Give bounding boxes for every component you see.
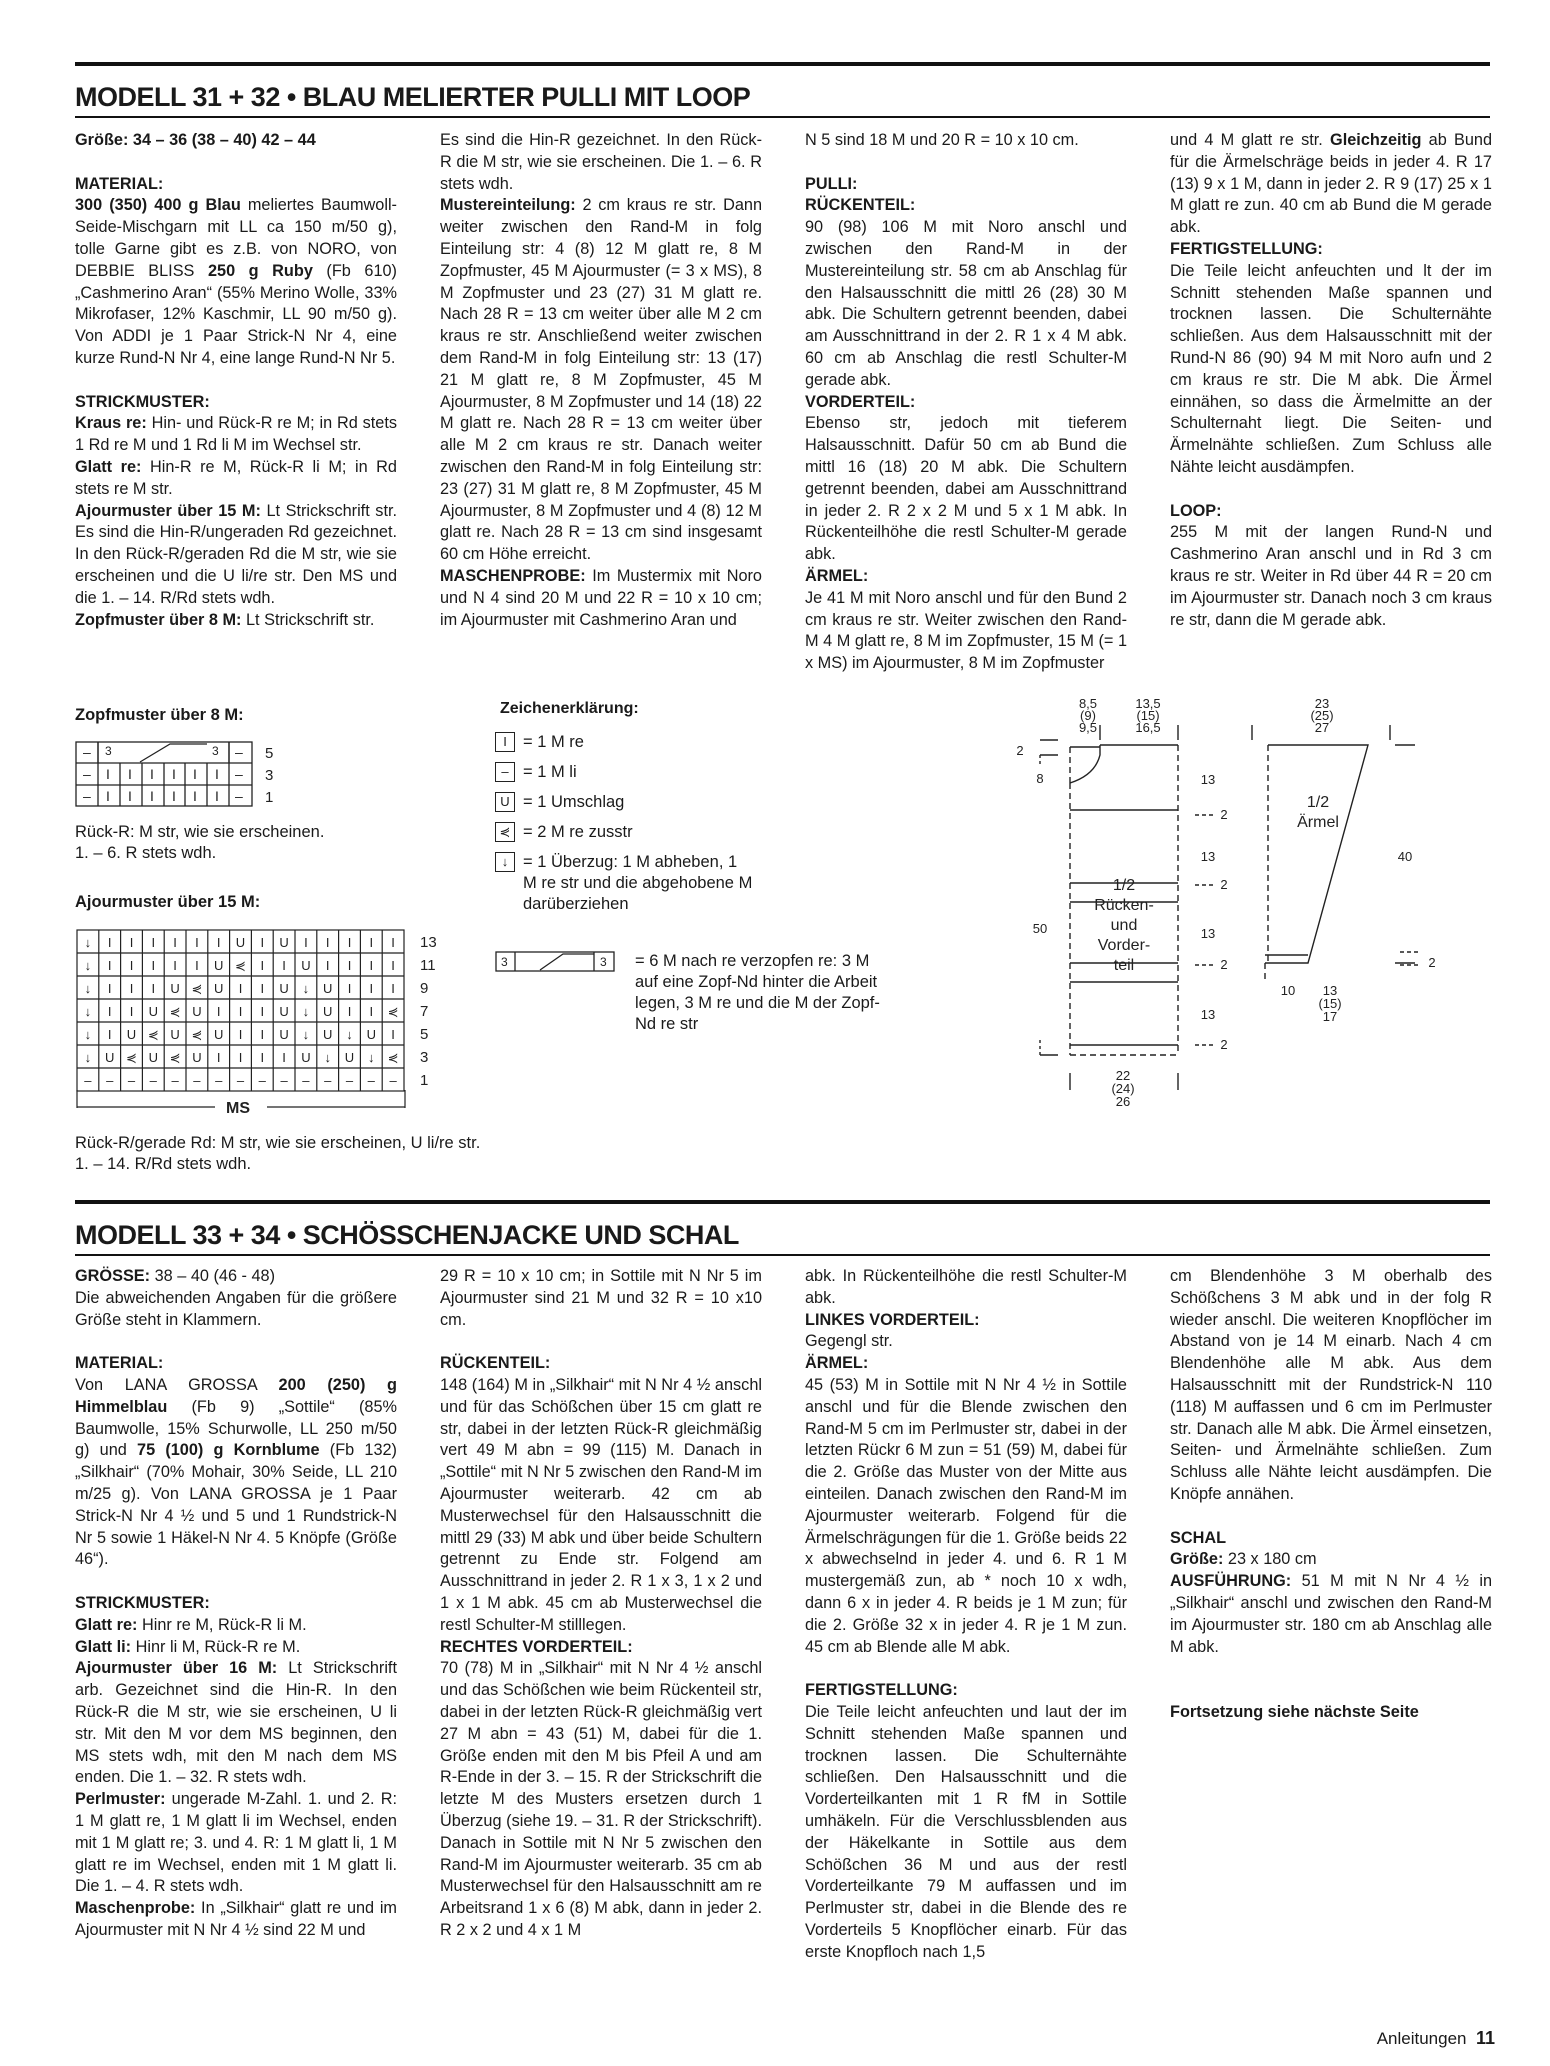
footer-label: Anleitungen — [1376, 2029, 1467, 2048]
ajour-cell: I — [107, 981, 112, 996]
ajour-cell: I — [195, 935, 199, 950]
ajour-cell: I — [216, 935, 221, 950]
s1-column-4 — [1170, 130, 1492, 631]
ajour-cell: U — [344, 1050, 355, 1065]
legend-row: U = 1 Umschlag — [495, 792, 624, 813]
ajour-cell: – — [345, 1073, 354, 1088]
svg-text:3: 3 — [212, 744, 219, 758]
svg-text:13: 13 — [1200, 772, 1216, 787]
text-paragraph: Die Teile leicht anfeuchten und laut der im Schnitt stehenden Maße spannen und trocknen lassen. Die Schulternähte schließen. Den Halsausschnitt und die Vorderteilkanten mit 1 R fM in Sottile umhäkeln. Für die Verschlussblenden aus der Häkelkante in Sottile aus dem Schößchen 36 M und aus der restl Vorderteilkante 79 M auffassen und im Perlmuster str, dabei in die Blende des re Vorderteils 5 Knopflöcher einarb. Für das erste Knopfloch nach 1,5 — [805, 1702, 1127, 1961]
ajour-row-label: 5 — [420, 1026, 429, 1043]
svg-text:I: I — [215, 766, 219, 782]
ajour-cell: I — [129, 1004, 134, 1019]
ajour-cell: I — [347, 981, 352, 996]
ajour-cell: I — [173, 958, 177, 973]
svg-text:13: 13 — [1322, 983, 1338, 998]
svg-text:(15): (15) — [1318, 996, 1342, 1011]
ajour-cell: I — [260, 1050, 265, 1065]
svg-text:8,5: 8,5 — [1078, 696, 1098, 711]
svg-text:(24): (24) — [1111, 1081, 1135, 1096]
s2-column-3 — [805, 1266, 1127, 1964]
svg-text:13: 13 — [1200, 1007, 1216, 1022]
text-paragraph: Glatt re: Hin-R re M, Rück-R li M; in Rd stets re M str. — [75, 457, 397, 498]
zopf-row-label: 5 — [265, 745, 274, 762]
ajour-chart-note: Rück-R/gerade Rd: M str, wie sie erscheinen, U li/re str. 1. – 14. R/Rd stets wdh. — [75, 1134, 481, 1173]
ajour-cell: ↓ — [84, 1050, 92, 1065]
svg-text:–: – — [83, 766, 91, 782]
svg-text:13: 13 — [1200, 926, 1216, 941]
ajour-cell: – — [302, 1073, 310, 1088]
text-paragraph: STRICKMUSTER: — [75, 1593, 210, 1612]
ajour-cell: I — [151, 958, 156, 973]
text-paragraph: RÜCKENTEIL: — [440, 1354, 551, 1373]
svg-text:3: 3 — [501, 955, 508, 969]
text-paragraph: Ebenso str, jedoch mit tieferem Halsausschnitt. Dafür 50 cm ab Bund die mittl 16 (18) 20 M abk. Die Schultern getrennt beenden, dabei am Ausschnittrand in jeder 2. R 2 x 2 M und 5 x 1 M abk. In Rückenteilhöhe die restl Schulter-M gerade abk. — [805, 414, 1127, 564]
legend-row: I = 1 M re — [495, 732, 584, 753]
text-paragraph: Die abweichenden Angaben für die größere Größe steht in Klammern. — [75, 1288, 397, 1329]
ajour-cell: – — [149, 1073, 157, 1088]
ajour-cell: ↓ — [84, 935, 92, 950]
text-paragraph: SCHAL — [1170, 1528, 1227, 1547]
ajour-cell: U — [192, 1004, 202, 1019]
text-paragraph: Fortsetzung siehe nächste Seite — [1170, 1702, 1419, 1721]
svg-text:(9): (9) — [1080, 708, 1096, 723]
svg-text:1/2: 1/2 — [1112, 877, 1136, 894]
ajour-row-label: 1 — [420, 1072, 429, 1089]
svg-text:I: I — [172, 766, 176, 782]
svg-text:10: 10 — [1280, 983, 1296, 998]
ajour-cell: U — [279, 1027, 289, 1042]
ajour-cell: – — [84, 1073, 92, 1088]
legend-symbol: U — [495, 792, 515, 812]
svg-text:26: 26 — [1115, 1094, 1131, 1109]
ajour-cell: ⋞ — [191, 981, 203, 996]
ajour-cell: I — [238, 1027, 243, 1042]
text-paragraph: Glatt li: Hinr li M, Rück-R re M. — [75, 1637, 301, 1656]
svg-text:I: I — [172, 788, 176, 804]
ajour-cell: I — [304, 935, 308, 950]
ajour-cell: I — [195, 958, 199, 973]
ajour-cell: ↓ — [346, 1027, 353, 1042]
text-paragraph: RÜCKENTEIL: — [805, 196, 916, 215]
ajour-cell: U — [170, 981, 180, 996]
ajour-cell: ⋞ — [235, 958, 246, 973]
legend-cable-text: = 6 M nach re verzopfen re: 3 M auf eine Zopf-Nd hinter die Arbeit legen, 3 M re und die M der Zopf- Nd re str — [635, 952, 880, 1033]
ajour-cell: I — [107, 1004, 112, 1019]
ajour-cell: ↓ — [302, 1004, 310, 1019]
text-paragraph: GRÖSSE: 38 – 40 (46 - 48) — [75, 1267, 275, 1285]
svg-text:3: 3 — [600, 955, 607, 969]
text-paragraph: ÄRMEL: — [805, 1354, 869, 1373]
ajour-cell: I — [391, 1027, 395, 1042]
text-paragraph: Je 41 M mit Noro anschl und für den Bund 2 cm kraus re str. Weiter zwischen den Rand-M 4 M glatt re, 8 M im Zopfmuster, 15 M (= 1 x MS) im Ajourmuster, 8 M im Zopfmuster — [805, 588, 1127, 673]
text-paragraph: 29 R = 10 x 10 cm; in Sottile mit N Nr 5 im Ajourmuster sind 21 M und 32 R = 10 x10 cm. — [440, 1267, 762, 1329]
svg-text:I: I — [193, 766, 197, 782]
ajour-cell: – — [171, 1073, 179, 1088]
ajour-cell: I — [391, 935, 395, 950]
text-paragraph: LINKES VORDERTEIL: — [805, 1310, 980, 1329]
ajour-cell: ↓ — [84, 958, 92, 973]
svg-text:I: I — [150, 788, 154, 804]
ajour-row-label: 7 — [420, 1003, 429, 1020]
ajour-chart — [75, 925, 455, 1120]
svg-text:I: I — [215, 788, 219, 804]
ajour-row-label: 13 — [420, 934, 437, 951]
ajour-cell: I — [369, 935, 374, 950]
ajour-cell: ↓ — [368, 1050, 375, 1065]
svg-text:I: I — [128, 766, 132, 782]
text-paragraph: LOOP: — [1170, 501, 1222, 520]
zopf-chart-note: Rück-R: M str, wie sie erscheinen. 1. – 6. R stets wdh. — [75, 823, 325, 862]
ajour-cell: U — [323, 981, 333, 996]
ajour-cell: I — [129, 981, 134, 996]
legend-cable — [495, 951, 880, 1033]
svg-text:23: 23 — [1314, 696, 1330, 711]
text-paragraph: FERTIGSTELLUNG: — [805, 1681, 958, 1700]
svg-text:13,5: 13,5 — [1135, 696, 1161, 711]
svg-text:2: 2 — [1016, 743, 1024, 758]
section-title-modell-33-34: MODELL 33 + 34 • SCHÖSSCHENJACKE UND SCHAL — [75, 1200, 1490, 1256]
text-paragraph: N 5 sind 18 M und 20 R = 10 x 10 cm. — [805, 131, 1079, 149]
s1-column-3 — [805, 130, 1127, 675]
ajour-cell: I — [151, 981, 156, 996]
ajour-cell: – — [324, 1073, 332, 1088]
svg-text:2: 2 — [1428, 955, 1436, 970]
ajour-cell: – — [258, 1073, 266, 1088]
ajour-cell: U — [148, 1050, 158, 1065]
ajour-cell: U — [235, 935, 246, 950]
text-paragraph: RECHTES VORDERTEIL: — [440, 1637, 633, 1656]
text-paragraph: Größe: 34 – 36 (38 – 40) 42 – 44 — [75, 131, 316, 149]
ajour-cell: ↓ — [84, 981, 92, 996]
zopf-chart — [75, 740, 305, 812]
ajour-cell: U — [148, 1004, 158, 1019]
zopf-row-label: 1 — [265, 789, 274, 806]
text-paragraph: MATERIAL: — [75, 174, 164, 193]
svg-text:–: – — [83, 788, 91, 804]
ajour-cell: U — [214, 958, 224, 973]
text-paragraph: Ajourmuster über 16 M: Lt Strickschrift arb. Gezeichnet sind die Hin-R. In den Rück-R die M str, wie sie erscheinen, U li str. Mit den M vor dem MS beginnen, den MS stets wdh, mit den M nach dem MS enden. Die 1. – 32. R stets wdh. — [75, 1659, 397, 1787]
text-paragraph: VORDERTEIL: — [805, 392, 916, 411]
svg-text:1/2: 1/2 — [1306, 794, 1330, 811]
zopf-row-label: 3 — [265, 767, 274, 784]
page-number: 11 — [1475, 2028, 1495, 2048]
legend-symbol: – — [495, 762, 515, 782]
ajour-cell: I — [216, 1050, 221, 1065]
s2-column-4 — [1170, 1266, 1492, 1724]
ajour-cell: U — [214, 1027, 224, 1042]
text-paragraph: MATERIAL: — [75, 1354, 164, 1373]
s2-column-1 — [75, 1266, 397, 1942]
svg-text:40: 40 — [1397, 849, 1413, 864]
ajour-row-label: 3 — [420, 1049, 429, 1066]
text-paragraph: Von LANA GROSSA 200 (250) g Himmelblau (Fb 9) „Sottile“ (85% Baumwolle, 15% Schurwolle, LL 250 m/50 g) und 75 (100) g Kornblume (Fb 132) „Silkhair“ (70% Mohair, 30% Seide, LL 210 m/25 g). Von LANA GROSSA je 1 Paar Strick-N Nr 4 ½ und 5 und 1 Rundstrick-N Nr 5 sowie 1 Häkel-N Nr 4. 5 Knöpfe (Größe 46“). — [75, 1375, 397, 1569]
ajour-cell: U — [301, 958, 311, 973]
cable-symbol — [495, 951, 615, 973]
text-paragraph: Mustereinteilung: 2 cm kraus re str. Dann weiter zwischen den Rand-M in folg Einteilung str: 4 (8) 12 M glatt re, 8 M Zopfmuster, 45 M Ajourmuster (= 3 x MS), 8 M Zopfmuster und 23 (27) 31 M glatt re. Nach 28 R = 13 cm weiter über alle M 2 cm kraus re str. Anschließend weiter zwischen dem Rand-M in folg Einteilung str: 13 (17) 21 M glatt re, 8 M Zopfmuster, 45 M Ajourmuster, 8 M Zopfmuster und 14 (18) 22 M glatt re. Nach 28 R = 13 cm weiter über alle M 2 cm kraus re str. Danach weiter zwischen den Rand-M in folg Einteilung str: 23 (27) 31 M glatt re, 8 M Zopfmuster, 45 M Ajourmuster, 8 M Zopfmuster und 4 (8) 12 M glatt re. Nach 28 R = 13 cm sind insgesamt 60 cm Höhe erreicht. — [440, 196, 762, 564]
ajour-cell: – — [215, 1073, 223, 1088]
text-paragraph: Größe: 23 x 180 cm — [1170, 1550, 1317, 1569]
svg-text:I: I — [106, 766, 110, 782]
ajour-cell: ↓ — [84, 1027, 92, 1042]
svg-text:2: 2 — [1220, 1037, 1228, 1052]
s1-column-2 — [440, 130, 762, 631]
svg-text:I: I — [150, 766, 154, 782]
ajour-cell: I — [151, 935, 156, 950]
text-paragraph: ÄRMEL: — [805, 566, 869, 585]
ajour-cell: U — [301, 1050, 311, 1065]
legend-title: Zeichenerklärung: — [500, 700, 639, 717]
svg-text:27: 27 — [1314, 720, 1330, 735]
svg-text:I: I — [128, 788, 132, 804]
s2-column-2 — [440, 1266, 762, 1942]
svg-text:2: 2 — [1220, 957, 1228, 972]
svg-text:–: – — [235, 766, 243, 782]
svg-text:2: 2 — [1220, 877, 1228, 892]
ajour-cell: I — [347, 1004, 352, 1019]
svg-text:(15): (15) — [1136, 708, 1160, 723]
text-paragraph: 255 M mit der langen Rund-N und Cashmerino Aran anschl und in Rd 3 cm kraus re str. Weiter in Rd über 44 R = 20 cm im Ajourmuster str. Danach noch 3 cm kraus re str, dann die M gerade abk. — [1170, 523, 1492, 629]
ajour-cell: I — [129, 935, 134, 950]
ajour-cell: I — [260, 981, 265, 996]
ajour-cell: U — [105, 1050, 115, 1065]
ajour-cell: – — [127, 1073, 136, 1088]
section-title-modell-31-32: MODELL 31 + 32 • BLAU MELIERTER PULLI MIT LOOP — [75, 62, 1490, 118]
text-paragraph: STRICKMUSTER: — [75, 392, 210, 411]
ajour-cell: – — [236, 1073, 245, 1088]
ajour-row-label: 11 — [420, 957, 436, 974]
ajour-cell: I — [129, 958, 134, 973]
svg-text:–: – — [235, 788, 243, 804]
text-paragraph: MASCHENPROBE: Im Mustermix mit Noro und N 4 sind 20 M und 22 R = 10 x 10 cm; im Ajourmuster mit Cashmerino Aran und — [440, 566, 762, 629]
s1-column-1 — [75, 130, 397, 631]
ajour-cell: I — [260, 1027, 265, 1042]
text-paragraph: Gegengl str. — [805, 1332, 893, 1351]
svg-text:Ärmel: Ärmel — [1297, 814, 1339, 831]
text-paragraph: Glatt re: Hinr re M, Rück-R li M. — [75, 1615, 307, 1634]
ajour-ms-label: MS — [226, 1100, 250, 1117]
text-paragraph: abk. In Rückenteilhöhe die restl Schulter-M abk. — [805, 1267, 1127, 1307]
zopf-chart-label: Zopfmuster über 8 M: — [75, 706, 244, 724]
ajour-cell: U — [279, 935, 289, 950]
svg-text:teil: teil — [1113, 957, 1135, 974]
ajour-cell: I — [391, 958, 395, 973]
ajour-cell: U — [170, 1027, 180, 1042]
ajour-cell: I — [107, 958, 112, 973]
ajour-cell: I — [107, 1027, 112, 1042]
legend-row: ↓ = 1 Überzug: 1 M abheben, 1 M re str und die abgehobene M darüberziehen — [495, 852, 752, 915]
svg-text:I: I — [106, 788, 110, 804]
ajour-cell: ↓ — [302, 981, 310, 996]
svg-text:–: – — [235, 744, 243, 760]
ajour-cell: I — [173, 935, 177, 950]
svg-text:und: und — [1110, 917, 1138, 934]
text-paragraph: 70 (78) M in „Silkhair“ mit N Nr 4 ½ anschl und das Schößchen wie beim Rückenteil str, dabei in der letzten Rück-R gleichmäßig vert 27 M abn = 43 (51) M, dabei für die 1. Größe enden mit den M bis Pfeil A und am R-Ende in der 3. – 15. R der Strickschrift die letzte M des Musters ersetzen durch 1 Überzug (siehe 19. – 31. R der Strickschrift). Danach in Sottile mit N Nr 5 zwischen den Rand-M im Ajourmuster weiterarb. 35 cm ab Musterwechsel für den Halsausschnitt am re Arbeitsrand 1 x 6 (8) M abk, dann in jeder 2. R 2 x 2 und 4 x 1 M — [440, 1659, 762, 1939]
ajour-cell: U — [192, 1050, 202, 1065]
ajour-cell: U — [366, 1027, 376, 1042]
legend-symbol: ↓ — [495, 852, 515, 872]
ajour-cell: I — [369, 1004, 374, 1019]
ajour-cell: U — [279, 1004, 289, 1019]
svg-text:(25): (25) — [1310, 708, 1334, 723]
ajour-cell: I — [347, 958, 352, 973]
ajour-cell: I — [216, 1004, 221, 1019]
ajour-cell: ↓ — [84, 1004, 92, 1019]
text-paragraph: Kraus re: Hin- und Rück-R re M; in Rd stets 1 Rd re M und 1 Rd li M im Wechsel str. — [75, 414, 397, 455]
text-paragraph: AUSFÜHRUNG: 51 M mit N Nr 4 ½ in „Silkhair“ anschl und zwischen den Rand-M im Ajourmuster str. 180 cm ab Anschlag alle M abk. — [1170, 1572, 1492, 1656]
text-paragraph: 148 (164) M in „Silkhair“ mit N Nr 4 ½ anschl und für das Schößchen über 15 cm glatt re str, dabei in der letzten Rück-R gleichmäßig vert 49 M abn = 99 (115) M. Danach in „Sottile“ mit N Nr 5 zwischen den Rand-M im Ajourmuster weiterarb. 42 cm ab Musterwechsel für den Halsausschnitt die mittl 29 (33) M abk und über beide Schultern getrennt zu Ende str. Folgend am Ausschnittrand in jeder 2. R 1 x 3, 1 x 2 und 1 x 1 M abk. 45 cm ab Musterwechsel die restl Schulter-M stilllegen. — [440, 1375, 762, 1634]
purl-mark: – — [83, 744, 91, 760]
ajour-cell: ⋞ — [147, 1027, 159, 1042]
text-paragraph: FERTIGSTELLUNG: — [1170, 239, 1323, 258]
ajour-cell: I — [107, 935, 112, 950]
legend-symbol: I — [495, 732, 515, 752]
ajour-cell: ↓ — [324, 1050, 331, 1065]
ajour-cell: I — [238, 981, 243, 996]
ajour-cell: – — [280, 1073, 288, 1088]
svg-text:I: I — [193, 788, 197, 804]
svg-text:Rücken-: Rücken- — [1094, 897, 1154, 914]
text-paragraph: Es sind die Hin-R gezeichnet. In den Rück-R die M str, wie sie erscheinen. Die 1. – 6. R stets wdh. — [440, 131, 762, 193]
legend-row: ⋞ = 2 M re zusstr — [495, 822, 633, 843]
svg-text:13: 13 — [1200, 849, 1216, 864]
text-paragraph: Perlmuster: ungerade M-Zahl. 1. und 2. R: 1 M glatt re, 1 M glatt li im Wechsel, enden mit 1 M glatt re; 3. und 4. R: 1 M glatt li, 1 M glatt re im Wechsel, enden mit 1 M glatt li. Die 1. – 4. R stets wdh. — [75, 1790, 397, 1896]
ajour-cell: ⋞ — [387, 1004, 399, 1019]
svg-text:16,5: 16,5 — [1135, 720, 1161, 735]
ajour-cell: U — [214, 981, 224, 996]
ajour-cell: ⋞ — [387, 1050, 399, 1065]
ajour-cell: I — [282, 1050, 286, 1065]
svg-text:9,5: 9,5 — [1078, 720, 1098, 735]
ajour-chart-label: Ajourmuster über 15 M: — [75, 893, 261, 911]
text-paragraph: 300 (350) 400 g Blau meliertes Baumwoll-Seide-Mischgarn mit LL ca 150 m/50 g), tolle Garne gibt es z.B. von NORO, von DEBBIE BLISS 250 g Ruby (Fb 610) „Cashmerino Aran“ (55% Merino Wolle, 33% Mikrofaser, 12% Kaschmir, LL 90 m/50 g). Von ADDI je 1 Paar Strick-N Nr 4, eine kurze Rund-N Nr 4, eine lange Rund-N Nr 5. — [75, 196, 397, 367]
text-paragraph: Maschenprobe: In „Silkhair“ glatt re und im Ajourmuster mit N Nr 4 ½ sind 22 M und — [75, 1899, 397, 1939]
ajour-cell: – — [367, 1073, 375, 1088]
ajour-cell: ⋞ — [169, 1004, 181, 1019]
text-paragraph: Ajourmuster über 15 M: Lt Strickschrift str. Es sind die Hin-R/ungeraden Rd gezeichnet. In den Rück-R/geraden Rd die M str, wie sie erscheinen und die U li/re str. Den MS und die 1. – 14. R/Rd stets wdh. — [75, 501, 398, 607]
text-paragraph: 90 (98) 106 M mit Noro anschl und zwischen den Rand-M in der Mustereinteilung str. 58 cm ab Anschlag für den Halsausschnitt die mittl 26 (28) 30 M abk. Die Schultern getrennt beenden, dabei am Ausschnittrand in der 2. R 1 x 4 M abk. 60 cm ab Anschlag die restl Schulter-M gerade abk. — [805, 218, 1127, 389]
text-paragraph: cm Blendenhöhe 3 M oberhalb des Schößchens 3 M abk und in der folg R wieder anschl. Die weiteren Knopflöcher im Abstand von je 14 M einarb. Nach 4 cm Blendenhöhe alle M abk. Aus dem Halsausschnitt mit der Rundstrick-N 110 (118) M auffassen und 6 cm im Perlmuster str. Danach alle M abk. Die Ärmel einsetzen, Seiten- und Ärmelnähte schließen. Zum Schluss alle Nähte leicht ausdämpfen. Die Knöpfe annähen. — [1170, 1267, 1492, 1503]
ajour-cell: – — [106, 1073, 114, 1088]
ajour-cell: I — [369, 981, 374, 996]
svg-text:22: 22 — [1115, 1068, 1131, 1083]
legend-symbol: ⋞ — [495, 822, 515, 842]
ajour-cell: I — [282, 958, 286, 973]
ajour-cell: U — [323, 1027, 333, 1042]
ajour-cell: I — [260, 958, 265, 973]
ajour-cell: – — [193, 1073, 201, 1088]
ajour-cell: I — [325, 935, 330, 950]
text-paragraph: Die Teile leicht anfeuchten und lt der im Schnitt stehenden Maße spannen und trocknen lassen. Die Schulternähte schließen. Aus dem Halsausschnitt mit der Rund-N 86 (90) 94 M mit Noro aufn und 2 cm kraus re str. Die M abk. Die Ärmel einnähen, so dass die Ärmelmitte an der Schulternaht liegt. Die Seiten- und Ärmelnähte schließen. Zum Schluss alle Nähte leicht ausdämpfen. — [1170, 261, 1492, 476]
ajour-cell: ⋞ — [169, 1050, 181, 1065]
page-footer — [1377, 2028, 1495, 2049]
ajour-cell: ⋞ — [191, 1027, 203, 1042]
ajour-cell: – — [389, 1073, 397, 1088]
ajour-cell: U — [323, 1004, 333, 1019]
ajour-cell: ⋞ — [126, 1050, 137, 1065]
ajour-cell: I — [238, 1004, 243, 1019]
ajour-row-label: 9 — [420, 980, 429, 997]
svg-text:17: 17 — [1322, 1009, 1338, 1024]
text-paragraph: Zopfmuster über 8 M: Lt Strickschrift str. — [75, 610, 375, 629]
legend-row: – = 1 M li — [495, 762, 577, 783]
text-paragraph: PULLI: — [805, 174, 858, 193]
ajour-cell: I — [369, 958, 374, 973]
svg-text:50: 50 — [1032, 921, 1048, 936]
svg-text:3: 3 — [105, 744, 112, 758]
ajour-cell: U — [279, 981, 289, 996]
ajour-cell: ↓ — [302, 1027, 310, 1042]
ajour-cell: I — [325, 958, 330, 973]
svg-text:Vorder-: Vorder- — [1097, 937, 1151, 954]
text-paragraph: und 4 M glatt re str. Gleichzeitig ab Bund für die Ärmelschräge beids in jeder 4. R 17 (13) 9 x 1 M, dann in jeder 2. R 9 (17) 25 x 1 M glatt re zun. 40 cm ab Bund die M gerade abk. — [1170, 131, 1493, 237]
ajour-cell: U — [126, 1027, 137, 1042]
ajour-cell: I — [391, 981, 395, 996]
garment-schematic — [1000, 695, 1480, 1135]
text-paragraph: 45 (53) M in Sottile mit N Nr 4 ½ in Sottile anschl und für die Blende zwischen den Rand-M 5 cm im Perlmuster str, dabei in der letzten Rückr 6 M zun = 51 (59) M, dabei für die 2. Größe das Muster von der Mitte aus einteilen. Danach zwischen den Rand-M im Ajourmuster weiterarb. Folgend für die Ärmelschrägungen für die 1. Größe beids 22 x abwechselnd in jeder 4. und 6. R 1 M mustergemäß zun, ab * noch 10 x wdh, dann 6 x in jeder 4. R beids je 1 M zun; für die 2. Größe 32 x in jeder 4. R je 1 M zun. 45 cm ab Blende alle M abk. — [805, 1375, 1127, 1656]
svg-text:2: 2 — [1220, 807, 1228, 822]
ajour-cell: I — [260, 935, 265, 950]
svg-text:8: 8 — [1036, 771, 1044, 786]
ajour-cell: I — [260, 1004, 265, 1019]
ajour-cell: I — [238, 1050, 243, 1065]
ajour-cell: I — [347, 935, 352, 950]
